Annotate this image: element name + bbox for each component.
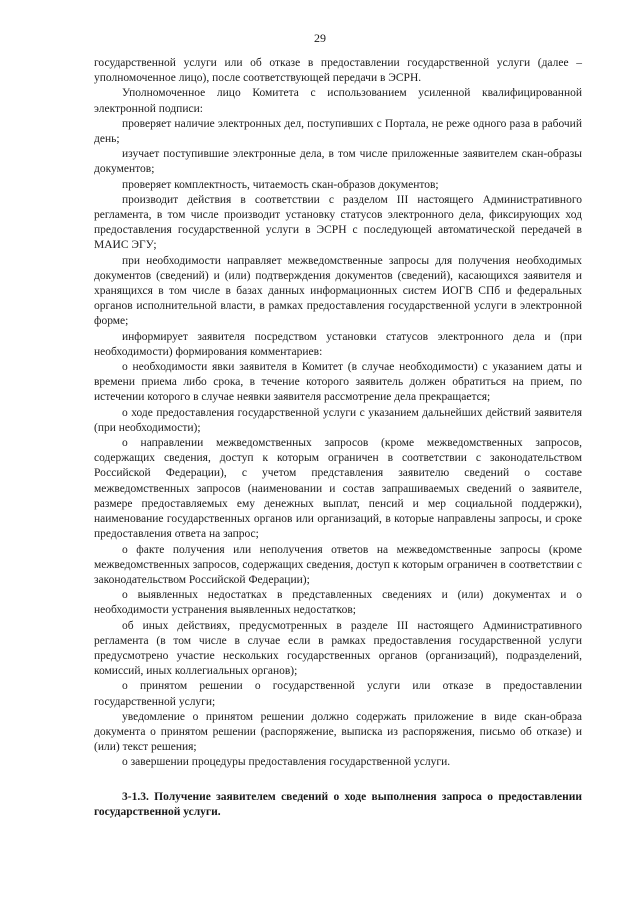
paragraph: о необходимости явки заявителя в Комитет (в случае необходимости) с указанием даты и времени приема либо срока, в течение которого заявитель должен обратиться на прием, по истечении которого в случае неявки заявителя рассмотрение дела прекращается; bbox=[94, 361, 582, 404]
paragraph: Уполномоченное лицо Комитета с использованием усиленной квалифицированной электронной подписи: bbox=[94, 87, 582, 115]
paragraph: о ходе предоставления государственной услуги с указанием дальнейших действий заявителя (при необходимости); bbox=[94, 406, 582, 434]
paragraph: государственной услуги или об отказе в предоставлении государственной услуги (далее – уполномоченное лицо), после соответствующей передачи в ЭСРН. bbox=[94, 57, 582, 85]
paragraph: уведомление о принятом решении должно содержать приложение в виде скан-образа документа о принятом решении (распоряжение, выписка из распоряжения, письмо об отказе) и (или) текст решения; bbox=[94, 710, 582, 754]
paragraph: о факте получения или неполучения ответов на межведомственные запросы (кроме межведомственных запросов, содержащих сведения, доступ к которым ограничен в соответствии с законодательством Российской Федерации); bbox=[94, 543, 582, 586]
paragraph: изучает поступившие электронные дела, в том числе приложенные заявителем скан-образы документов; bbox=[94, 148, 582, 176]
paragraph: о направлении межведомственных запросов (кроме межведомственных запросов, содержащих сведения, доступ к которым ограничен в соответствии с законодательством Российской Федерации), с учетом представления заявителю сведений о составе межведомственных запросов (наименовании и состав запрашиваемых сведений о заявителе, размере предоставляемых ему денежных выплат, пенсий и мер социальной поддержки), наименование государственных органов или организаций, в которые направлены запросы, и сроке предоставления ответа на запрос; bbox=[94, 437, 582, 541]
paragraph: при необходимости направляет межведомственные запросы для получения необходимых документов (сведений) и (или) подтверждения документов (сведений), касающихся заявителя и хранящихся в том числе в базах данных информационных систем ИОГВ СПб и федеральных органов исполнительной власти, в рамках предоставления государственной услуги в электронной форме; bbox=[94, 254, 582, 328]
page-number: 29 bbox=[314, 31, 326, 45]
section-heading: 3-1.3. Получение заявителем сведений о ходе выполнения запроса о предоставлении государственной услуги. bbox=[94, 790, 582, 818]
paragraph: о выявленных недостатках в представленных сведениях и (или) документах и о необходимости устранения выявленных недостатков; bbox=[94, 589, 582, 617]
paragraph: о принятом решении о государственной услуги или отказе в предоставлении государственной услуги; bbox=[94, 680, 582, 708]
body-text bbox=[94, 56, 582, 820]
paragraph: информирует заявителя посредством установки статусов электронного дела и (при необходимости) формирования комментариев: bbox=[94, 330, 582, 358]
paragraph: об иных действиях, предусмотренных в разделе III настоящего Административного регламента (в том числе в случае если в рамках предоставления государственной услуги предусмотрено участие нескольких государственных органов (организаций), подразделений, комиссий, иных коллегиальных органов); bbox=[94, 619, 582, 678]
paragraph: проверяет комплектность, читаемость скан-образов документов; bbox=[122, 178, 439, 191]
paragraph: о завершении процедуры предоставления государственной услуги. bbox=[122, 756, 451, 769]
paragraph: производит действия в соответствии с разделом III настоящего Административного регламента, в том числе производит установку статусов электронного дела, фиксирующих ход предоставления государственной услуги в ЭСРН с последующей автоматической передачей в МАИС ЭГУ; bbox=[94, 193, 582, 252]
paragraph: проверяет наличие электронных дел, поступивших с Портала, не реже одного раза в рабочий день; bbox=[94, 117, 582, 146]
